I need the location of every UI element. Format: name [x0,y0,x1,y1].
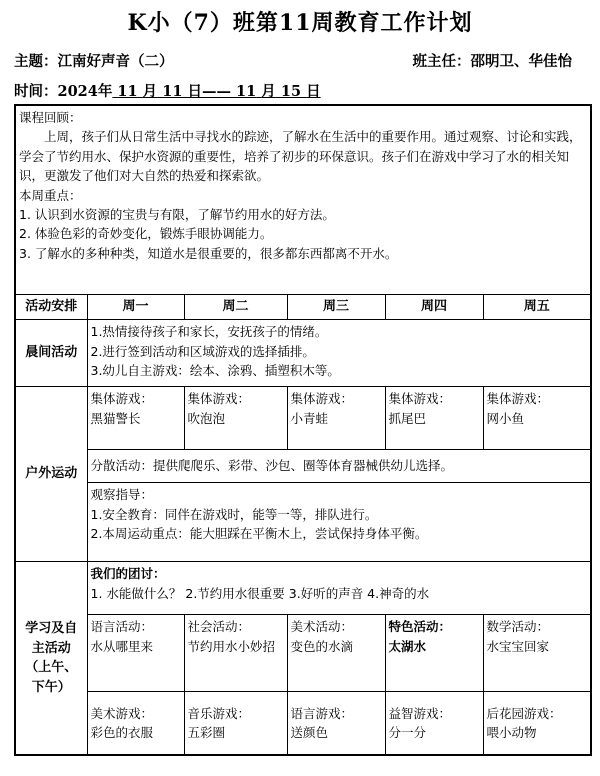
activity-type: 语言活动： [90,619,154,635]
game-type: 集体游戏： [388,391,452,407]
outdoor-game [184,387,287,450]
activity-type: 社会活动： [187,619,251,635]
year: 2024年 [57,83,113,100]
game-type: 集体游戏： [187,391,251,407]
study-label-line: 主活动 [31,640,71,656]
theme-line [14,50,584,71]
month-char-2: 月 [261,83,276,100]
date-dash: —— [201,83,231,100]
study-game [385,692,483,756]
review-row [15,105,591,295]
activity-name: 分一分 [388,725,427,741]
study-label [15,562,87,756]
outdoor-scatter-row [15,450,591,483]
study-row-2 [15,692,591,756]
game-name: 网小鱼 [486,410,525,426]
game-name: 吹泡泡 [187,410,226,426]
morning-item: 1.热情接待孩子和家长，安抚孩子的情绪。 [90,324,328,340]
study-label-line: 下午） [31,679,71,695]
theme-value: 江南好声音（二） [57,53,174,70]
date-range [112,83,320,100]
teacher-info [413,50,573,71]
study-activity-featured [385,615,483,692]
guide-cell [87,483,591,562]
morning-row [15,320,591,387]
focus-item: 2. 体验色彩的奇妙变化，锻炼手眼协调能力。 [19,226,273,242]
study-game [184,692,287,756]
end-day: 15 [280,83,302,100]
day-header: 周一 [87,295,184,320]
study-topics-row [15,562,591,615]
day-char: 日 [187,83,202,100]
activity-type: 数学活动： [486,619,550,635]
activity-type: 音乐游戏： [187,705,251,721]
activity-name: 太湖水 [388,638,427,654]
outdoor-game [87,387,184,450]
game-name: 抓尾巴 [388,410,427,426]
outdoor-game [287,387,385,450]
study-game [287,692,385,756]
outdoor-game [385,387,483,450]
activity-type: 后花园游戏： [486,705,562,721]
study-label-line: （上午、 [25,660,78,676]
outdoor-game [483,387,591,450]
start-day: 11 [162,83,183,100]
focus-item: 1. 认识到水资源的宝贵与有限，了解节约用水的好方法。 [19,206,335,222]
game-name: 小青蛙 [290,410,329,426]
activity-type: 语言游戏： [290,705,354,721]
page-title: K小（7）班第11周教育工作计划 [127,10,473,36]
activity-name: 水从哪里来 [90,638,154,654]
study-game [483,692,591,756]
outdoor-label: 户外运动 [15,387,87,562]
game-type: 集体游戏： [90,391,154,407]
activity-name: 送颜色 [290,725,329,741]
outdoor-guide-row [15,483,591,562]
theme-label: 主题： [14,53,58,70]
focus-heading: 本周重点： [19,187,82,203]
guide-heading: 观察指导： [90,487,154,503]
activity-type: 美术活动： [290,619,354,635]
activity-name: 彩色的衣服 [90,725,154,741]
game-type: 集体游戏： [486,391,550,407]
study-activity [87,615,184,692]
day-header: 周四 [385,295,483,320]
study-activity [184,615,287,692]
review-cell [15,105,591,295]
teacher-label: 班主任： [412,53,471,70]
focus-item: 3. 了解水的多种种类，知道水是很重要的，很多都东西都离不开水。 [19,245,398,261]
review-paragraph: 上周，孩子们从日常生活中寻找水的踪迹，了解水在生活中的重要作用。通过观察、讨论和实践，学会了节约用水、保护水资源的重要性，培养了初步的环保意识。孩子们在游戏中学习了水的相关知识，更激发了他们对大自然的热爱和探索欲。 [19,129,582,184]
guide-item: 2.本周运动重点：能大胆踩在平衡木上，尝试保持身体平衡。 [90,525,428,541]
morning-cell [87,320,591,387]
game-type: 集体游戏： [290,391,354,407]
day-header: 周五 [483,295,591,320]
start-month: 11 [117,83,138,100]
morning-item: 2.进行签到活动和区域游戏的选择插排。 [90,343,315,359]
day-header: 周三 [287,295,385,320]
outdoor-games-row [15,387,591,450]
corner-cell: 活动安排 [15,295,87,320]
time-line [14,80,321,101]
teacher-value: 邵明卫、华佳怡 [470,53,572,70]
study-row-1 [15,615,591,692]
end-month: 11 [236,83,257,100]
activity-name: 节约用水小妙招 [187,638,276,654]
day-char-2: 日 [306,83,321,100]
morning-item: 3.幼儿自主游戏：绘本、涂鸦、插塑积木等。 [90,362,340,378]
group-topics-cell [87,562,591,615]
scatter-activity: 分散活动：提供爬爬乐、彩带、沙包、圈等体育器械供幼儿选择。 [87,450,591,483]
morning-label: 晨间活动 [15,320,87,387]
game-name: 黑猫警长 [90,410,141,426]
study-label-line: 学习及自 [25,621,78,637]
study-activity [483,615,591,692]
group-heading: 我们的团讨： [90,566,166,582]
activity-type: 特色活动： [388,619,452,635]
activity-type: 美术游戏： [90,705,154,721]
activity-name: 喂小动物 [486,725,537,741]
study-activity [287,615,385,692]
group-topics: 1. 水能做什么？ 2.节约用水很重要 3.好听的声音 4.神奇的水 [90,585,430,601]
days-header-row [15,295,591,320]
time-label: 时间： [14,83,58,100]
guide-item: 1.安全教育：同伴在游戏时，能等一等，排队进行。 [90,506,378,522]
month-char: 月 [142,83,158,100]
study-game [87,692,184,756]
plan-table [14,104,592,756]
activity-type: 益智游戏： [388,705,452,721]
day-header: 周二 [184,295,287,320]
review-heading: 课程回顾： [19,110,82,125]
activity-name: 水宝宝回家 [486,638,550,654]
activity-name: 变色的水滴 [290,638,354,654]
activity-name: 五彩圈 [187,725,226,741]
